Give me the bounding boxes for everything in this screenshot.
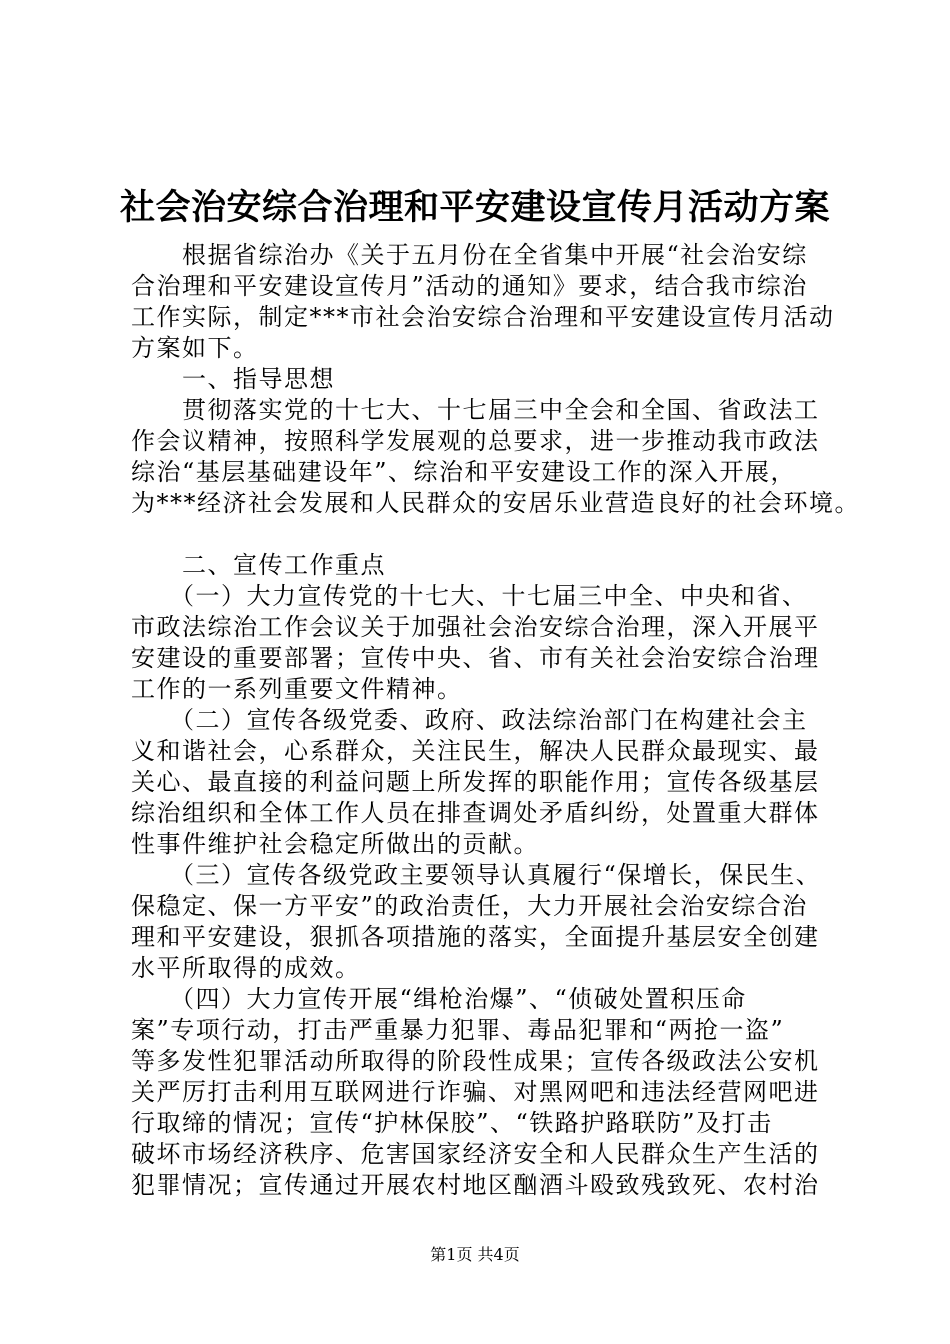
text-line: 工作实际，制定***市社会治安综合治理和平安建设宣传月活动: [131, 303, 835, 331]
text-line: 根据省综治办《关于五月份在全省集中开展“社会治安综: [131, 241, 808, 269]
text-line: 义和谐社会，心系群众，关注民生，解决人民群众最现实、最: [131, 737, 820, 765]
text-line: （三）宣传各级党政主要领导认真履行“保增长，保民生、: [131, 861, 822, 889]
text-line: 方案如下。: [131, 334, 259, 362]
text-line: 作会议精神，按照科学发展观的总要求，进一步推动我市政法: [131, 427, 820, 455]
text-line: 等多发性犯罪活动所取得的阶段性成果；宣传各级政法公安机: [131, 1047, 820, 1075]
text-line: 保稳定、保一方平安”的政治责任，大力开展社会治安综合治: [131, 892, 808, 920]
text-line: 案”专项行动，打击严重暴力犯罪、毒品犯罪和“两抢一盗”: [131, 1016, 785, 1044]
text-line: 综治组织和全体工作人员在排查调处矛盾纠纷，处置重大群体: [131, 799, 820, 827]
document-body: [131, 240, 860, 1201]
page-footer: 第1页 共4页: [430, 1245, 520, 1264]
text-line: 水平所取得的成效。: [131, 954, 361, 982]
text-line: 为***经济社会发展和人民群众的安居乐业营造良好的社会环境。: [131, 489, 860, 517]
text-line: 二、宣传工作重点: [131, 551, 386, 579]
text-line: 关心、最直接的利益问题上所发挥的职能作用；宣传各级基层: [131, 768, 820, 796]
text-line: 贯彻落实党的十七大、十七届三中全会和全国、省政法工: [131, 396, 820, 424]
text-line: （一）大力宣传党的十七大、十七届三中全、中央和省、: [131, 582, 808, 610]
text-line: 行取缔的情况；宣传“护林保胶”、“铁路护路联防”及打击: [131, 1109, 773, 1137]
text-line: 工作的一系列重要文件精神。: [131, 675, 463, 703]
text-line: 合治理和平安建设宣传月”活动的通知》要求，结合我市综治: [131, 272, 808, 300]
document-title: 社会治安综合治理和平安建设宣传月活动方案: [119, 187, 830, 228]
text-line: （二）宣传各级党委、政府、政法综治部门在构建社会主: [131, 706, 808, 734]
text-line: 综治“基层基础建设年”、综治和平安建设工作的深入开展，: [131, 458, 797, 486]
text-line: 性事件维护社会稳定所做出的贡献。: [131, 830, 539, 858]
text-line: 市政法综治工作会议关于加强社会治安综合治理，深入开展平: [131, 613, 820, 641]
blank-line: [131, 519, 831, 550]
text-line: 安建设的重要部署；宣传中央、省、市有关社会治安综合治理: [131, 644, 820, 672]
text-line: 关严厉打击利用互联网进行诈骗、对黑网吧和违法经营网吧进: [131, 1078, 820, 1106]
text-line: 一、指导思想: [131, 365, 335, 393]
text-line: 犯罪情况；宣传通过开展农村地区酗酒斗殴致残致死、农村治: [131, 1171, 820, 1199]
text-line: 理和平安建设，狠抓各项措施的落实，全面提升基层安全创建: [131, 923, 820, 951]
text-line: 破坏市场经济秩序、危害国家经济安全和人民群众生产生活的: [131, 1140, 820, 1168]
text-line: （四）大力宣传开展“缉枪治爆”、“侦破处置积压命: [131, 985, 747, 1013]
